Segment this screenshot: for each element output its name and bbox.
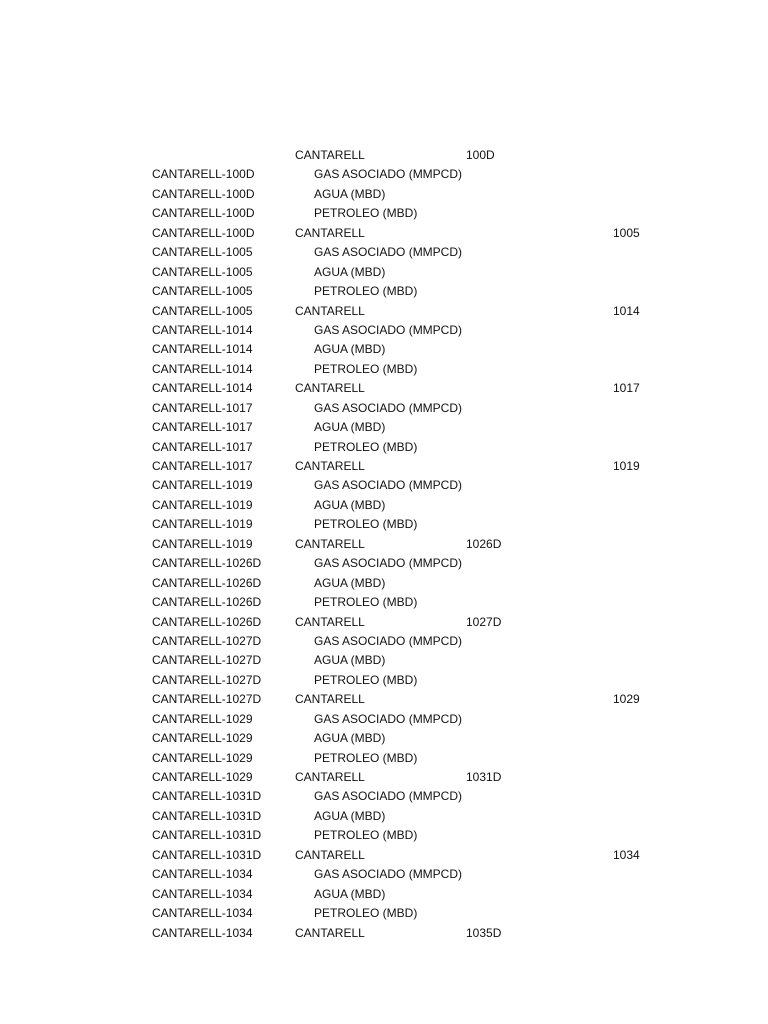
field-cell: GAS ASOCIADO (MMPCD) xyxy=(314,167,463,182)
data-sheet xyxy=(0,146,768,943)
field-cell: CANTARELL xyxy=(295,381,365,396)
table-row xyxy=(0,204,768,223)
well-name-cell: CANTARELL-100D xyxy=(152,186,255,201)
field-cell: PETROLEO (MBD) xyxy=(314,750,418,765)
field-cell: AGUA (MBD) xyxy=(314,342,386,357)
table-row xyxy=(0,496,768,515)
field-cell: PETROLEO (MBD) xyxy=(314,361,418,376)
well-name-cell: CANTARELL-1017 xyxy=(152,439,253,454)
well-name-cell: CANTARELL-1019 xyxy=(152,517,253,532)
well-name-cell: CANTARELL-1005 xyxy=(152,284,253,299)
well-name-cell: CANTARELL-1034 xyxy=(152,906,253,921)
well-name-cell: CANTARELL-100D xyxy=(152,225,255,240)
table-row xyxy=(0,690,768,709)
field-cell: PETROLEO (MBD) xyxy=(314,906,418,921)
well-code-cell: 1019 xyxy=(613,459,640,473)
well-name-cell: CANTARELL-1027D xyxy=(152,653,262,668)
well-code-cell: 1031D xyxy=(466,770,502,784)
well-name-cell: CANTARELL-1034 xyxy=(152,867,253,882)
table-row xyxy=(0,613,768,632)
well-name-cell: CANTARELL-100D xyxy=(152,167,255,182)
field-cell: AGUA (MBD) xyxy=(314,264,386,279)
well-code-cell: 1035D xyxy=(466,925,502,940)
well-name-cell: CANTARELL-100D xyxy=(152,206,255,221)
well-name-cell: CANTARELL-1031D xyxy=(152,808,262,823)
table-row xyxy=(0,185,768,204)
table-row xyxy=(0,749,768,768)
table-row xyxy=(0,340,768,359)
table-row xyxy=(0,243,768,262)
field-cell: PETROLEO (MBD) xyxy=(314,439,418,454)
well-name-cell: CANTARELL-1005 xyxy=(152,245,253,260)
well-name-cell: CANTARELL-1027D xyxy=(152,633,262,648)
table-row xyxy=(0,438,768,457)
well-name-cell: CANTARELL-1014 xyxy=(152,361,253,376)
well-name-cell: CANTARELL-1027D xyxy=(152,672,262,687)
field-cell: AGUA (MBD) xyxy=(314,575,386,590)
well-code-cell: 1026D xyxy=(466,536,502,551)
table-row xyxy=(0,865,768,884)
well-code-cell: 100D xyxy=(466,148,495,162)
field-cell: GAS ASOCIADO (MMPCD) xyxy=(314,322,463,337)
table-row xyxy=(0,651,768,670)
well-name-cell: CANTARELL-1026D xyxy=(152,614,262,629)
field-cell: AGUA (MBD) xyxy=(314,653,386,668)
table-row xyxy=(0,729,768,748)
table-row xyxy=(0,418,768,437)
well-name-cell: CANTARELL-1005 xyxy=(152,264,253,279)
field-cell: PETROLEO (MBD) xyxy=(314,284,418,299)
well-name-cell: CANTARELL-1014 xyxy=(152,381,253,396)
well-code-cell: 1005 xyxy=(613,225,640,240)
well-name-cell: CANTARELL-1026D xyxy=(152,556,262,571)
field-cell: CANTARELL xyxy=(295,770,365,784)
well-name-cell: CANTARELL-1029 xyxy=(152,711,253,726)
field-cell: AGUA (MBD) xyxy=(314,808,386,823)
field-cell: CANTARELL xyxy=(295,614,365,629)
field-cell: PETROLEO (MBD) xyxy=(314,595,418,610)
table-row xyxy=(0,165,768,184)
field-cell: CANTARELL xyxy=(295,148,365,162)
table-row xyxy=(0,846,768,865)
table-row xyxy=(0,302,768,321)
field-cell: PETROLEO (MBD) xyxy=(314,206,418,221)
table-row xyxy=(0,632,768,651)
well-name-cell: CANTARELL-1031D xyxy=(152,847,262,862)
field-cell: GAS ASOCIADO (MMPCD) xyxy=(314,867,463,882)
table-row xyxy=(0,282,768,301)
field-cell: CANTARELL xyxy=(295,692,365,707)
table-row xyxy=(0,360,768,379)
well-name-cell: CANTARELL-1005 xyxy=(152,303,253,318)
table-row xyxy=(0,457,768,476)
table-row xyxy=(0,263,768,282)
well-name-cell: CANTARELL-1026D xyxy=(152,595,262,610)
well-name-cell: CANTARELL-1019 xyxy=(152,536,253,551)
field-cell: CANTARELL xyxy=(295,847,365,862)
table-row xyxy=(0,379,768,398)
well-name-cell: CANTARELL-1029 xyxy=(152,770,253,784)
field-cell: AGUA (MBD) xyxy=(314,420,386,435)
field-cell: GAS ASOCIADO (MMPCD) xyxy=(314,245,463,260)
field-cell: GAS ASOCIADO (MMPCD) xyxy=(314,478,463,493)
well-name-cell: CANTARELL-1017 xyxy=(152,420,253,435)
well-code-cell: 1029 xyxy=(613,692,640,707)
well-name-cell: CANTARELL-1014 xyxy=(152,342,253,357)
field-cell: CANTARELL xyxy=(295,925,365,940)
table-row xyxy=(0,807,768,826)
well-code-cell: 1027D xyxy=(466,614,502,629)
table-row xyxy=(0,554,768,573)
field-cell: CANTARELL xyxy=(295,225,365,240)
well-name-cell: CANTARELL-1019 xyxy=(152,497,253,512)
well-name-cell: CANTARELL-1026D xyxy=(152,575,262,590)
well-name-cell: CANTARELL-1017 xyxy=(152,400,253,415)
field-cell: PETROLEO (MBD) xyxy=(314,672,418,687)
field-cell: AGUA (MBD) xyxy=(314,497,386,512)
field-cell: GAS ASOCIADO (MMPCD) xyxy=(314,556,463,571)
table-row xyxy=(0,710,768,729)
well-name-cell: CANTARELL-1031D xyxy=(152,789,262,804)
table-row xyxy=(0,826,768,845)
well-name-cell: CANTARELL-1034 xyxy=(152,886,253,901)
field-cell: GAS ASOCIADO (MMPCD) xyxy=(314,711,463,726)
field-cell: CANTARELL xyxy=(295,459,365,473)
table-row xyxy=(0,924,768,943)
field-cell: PETROLEO (MBD) xyxy=(314,517,418,532)
well-name-cell: CANTARELL-1034 xyxy=(152,925,253,940)
field-cell: AGUA (MBD) xyxy=(314,731,386,746)
table-row xyxy=(0,885,768,904)
well-name-cell: CANTARELL-1029 xyxy=(152,750,253,765)
table-row xyxy=(0,476,768,495)
well-name-cell: CANTARELL-1014 xyxy=(152,322,253,337)
field-cell: CANTARELL xyxy=(295,303,365,318)
table-row xyxy=(0,515,768,534)
table-row xyxy=(0,399,768,418)
field-cell: AGUA (MBD) xyxy=(314,186,386,201)
table-row xyxy=(0,535,768,554)
table-row xyxy=(0,574,768,593)
well-name-cell: CANTARELL-1019 xyxy=(152,478,253,493)
field-cell: GAS ASOCIADO (MMPCD) xyxy=(314,633,463,648)
field-cell: PETROLEO (MBD) xyxy=(314,828,418,843)
well-code-cell: 1017 xyxy=(613,381,640,396)
field-cell: GAS ASOCIADO (MMPCD) xyxy=(314,400,463,415)
well-name-cell: CANTARELL-1017 xyxy=(152,459,253,473)
table-row xyxy=(0,593,768,612)
table-row xyxy=(0,224,768,243)
well-code-cell: 1014 xyxy=(613,303,640,318)
well-name-cell: CANTARELL-1031D xyxy=(152,828,262,843)
field-cell: GAS ASOCIADO (MMPCD) xyxy=(314,789,463,804)
table-row xyxy=(0,768,768,787)
table-row xyxy=(0,904,768,923)
well-name-cell: CANTARELL-1027D xyxy=(152,692,262,707)
table-row xyxy=(0,321,768,340)
table-row xyxy=(0,671,768,690)
table-row xyxy=(0,787,768,806)
field-cell: CANTARELL xyxy=(295,536,365,551)
well-name-cell: CANTARELL-1029 xyxy=(152,731,253,746)
well-code-cell: 1034 xyxy=(613,847,640,862)
table-row xyxy=(0,146,768,165)
field-cell: AGUA (MBD) xyxy=(314,886,386,901)
